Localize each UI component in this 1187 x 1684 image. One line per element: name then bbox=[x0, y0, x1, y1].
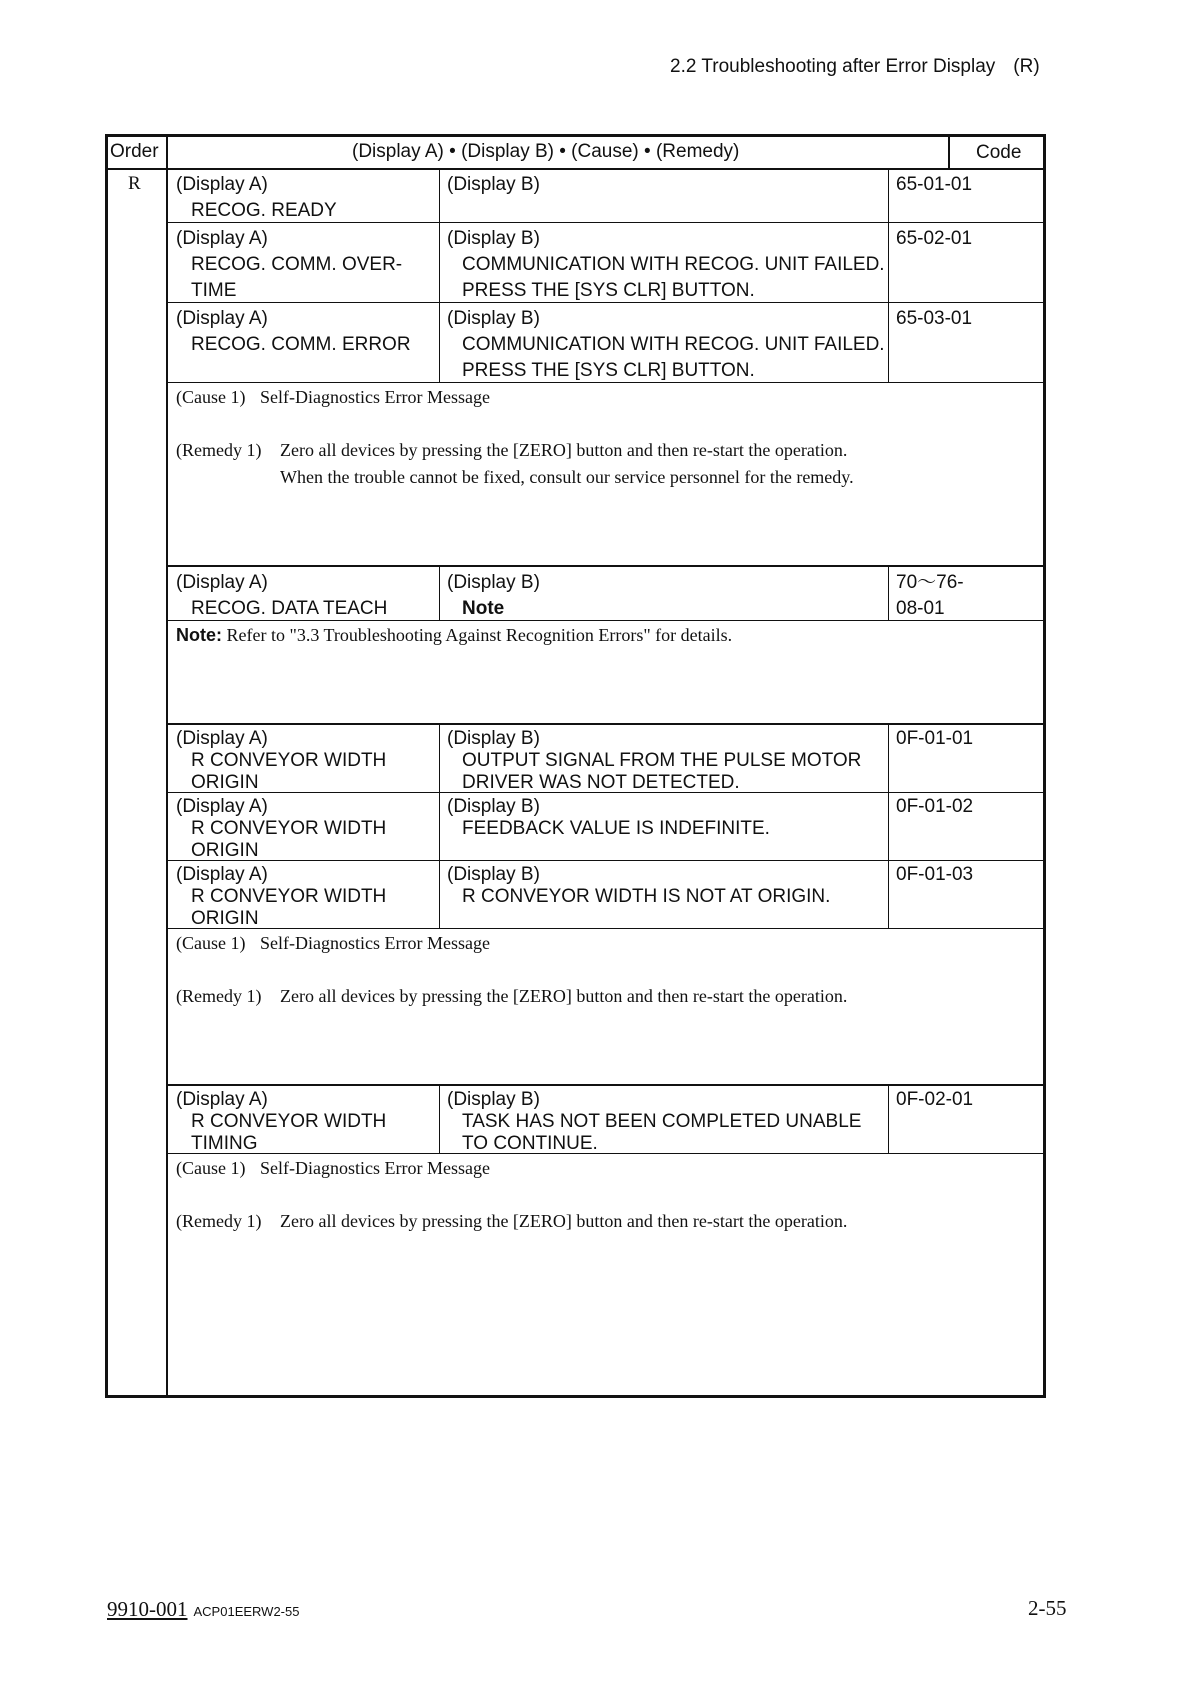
doc-number: 9910-001 bbox=[107, 1597, 188, 1621]
display-b-cell bbox=[447, 796, 770, 840]
error-code: 65-02-01 bbox=[896, 228, 973, 249]
remedy-line bbox=[176, 440, 847, 461]
code-divider bbox=[888, 724, 889, 792]
display-a-text: R CONVEYOR WIDTH bbox=[191, 1111, 387, 1132]
display-a-text: R CONVEYOR WIDTH bbox=[191, 750, 387, 771]
cause-remedy-block bbox=[168, 382, 1043, 566]
remedy-text: Zero all devices by pressing the [ZERO] button and then re-start the operation. bbox=[280, 1211, 848, 1231]
display-b-text: TO CONTINUE. bbox=[462, 1133, 598, 1154]
display-b-cell bbox=[447, 226, 885, 304]
display-a-text: ORIGIN bbox=[191, 840, 259, 861]
display-b-divider bbox=[439, 724, 440, 792]
display-a-text: RECOG. COMM. ERROR bbox=[191, 334, 411, 355]
display-a-label: (Display A) bbox=[176, 728, 268, 749]
display-b-text: FEEDBACK VALUE IS INDEFINITE. bbox=[462, 818, 770, 839]
cause-line bbox=[176, 933, 490, 954]
header-code: Code bbox=[976, 142, 1022, 163]
code-divider bbox=[888, 168, 889, 222]
remedy-text: Zero all devices by pressing the [ZERO] button and then re-start the operation. bbox=[280, 986, 848, 1006]
display-a-cell bbox=[176, 1089, 386, 1155]
page-header bbox=[670, 56, 1040, 78]
display-a-cell bbox=[176, 172, 337, 224]
remedy-text: Zero all devices by pressing the [ZERO] button and then re-start the operation. bbox=[280, 440, 848, 460]
cause-text: Self-Diagnostics Error Message bbox=[260, 933, 490, 953]
table-header-row bbox=[108, 137, 1043, 170]
display-b-label: (Display B) bbox=[447, 1089, 540, 1110]
display-a-cell bbox=[176, 226, 402, 304]
error-code: 0F-01-01 bbox=[896, 728, 974, 749]
display-b-cell bbox=[447, 172, 540, 198]
display-a-text: RECOG. DATA TEACH bbox=[191, 598, 388, 619]
display-b-divider bbox=[439, 792, 440, 860]
note-label: Note: bbox=[176, 625, 222, 645]
cause-text: Self-Diagnostics Error Message bbox=[260, 387, 490, 407]
display-b-text: DRIVER WAS NOT DETECTED. bbox=[462, 772, 740, 793]
error-code: 70〜76- bbox=[896, 572, 964, 593]
table-row bbox=[168, 1085, 1043, 1153]
display-a-text: RECOG. READY bbox=[191, 200, 337, 221]
display-b-cell bbox=[447, 570, 540, 622]
display-b-text: PRESS THE [SYS CLR] BUTTON. bbox=[462, 280, 755, 301]
code-divider bbox=[888, 302, 889, 382]
display-a-text: ORIGIN bbox=[191, 772, 259, 793]
code-cell bbox=[896, 226, 972, 252]
remedy-line bbox=[176, 1211, 847, 1232]
display-b-divider bbox=[439, 168, 440, 222]
display-b-cell bbox=[447, 306, 885, 384]
doc-code: ACP01EERW2-55 bbox=[193, 1604, 300, 1619]
table-row bbox=[168, 724, 1043, 792]
table-row bbox=[168, 168, 1043, 222]
error-code: 08-01 bbox=[896, 598, 945, 619]
display-b-divider bbox=[439, 302, 440, 382]
display-b-label: (Display B) bbox=[447, 864, 540, 885]
remedy-line bbox=[176, 986, 847, 1007]
code-cell bbox=[896, 306, 972, 332]
remedy-label: (Remedy 1) bbox=[176, 986, 262, 1006]
code-cell bbox=[896, 570, 964, 622]
table-row bbox=[168, 860, 1043, 928]
table-row bbox=[168, 566, 1043, 620]
remedy-line bbox=[176, 467, 854, 488]
troubleshooting-table bbox=[105, 134, 1046, 1398]
display-a-label: (Display A) bbox=[176, 572, 268, 593]
display-a-text: R CONVEYOR WIDTH bbox=[191, 886, 387, 907]
code-cell bbox=[896, 1089, 973, 1111]
code-cell bbox=[896, 728, 973, 750]
remedy-label: (Remedy 1) bbox=[176, 440, 262, 460]
display-a-label: (Display A) bbox=[176, 796, 268, 817]
display-b-cell bbox=[447, 728, 861, 794]
display-a-label: (Display A) bbox=[176, 308, 268, 329]
display-a-text: ORIGIN bbox=[191, 908, 259, 929]
cause-label: (Cause 1) bbox=[176, 387, 246, 407]
display-b-text: TASK HAS NOT BEEN COMPLETED UNABLE bbox=[462, 1111, 862, 1132]
display-a-cell bbox=[176, 570, 387, 622]
order-tag: (R) bbox=[1013, 56, 1040, 77]
cause-line bbox=[176, 387, 490, 408]
remedy-label: (Remedy 1) bbox=[176, 1211, 262, 1231]
code-cell bbox=[896, 864, 973, 886]
error-code: 0F-01-02 bbox=[896, 796, 974, 817]
error-code: 65-01-01 bbox=[896, 174, 973, 195]
cause-text: Self-Diagnostics Error Message bbox=[260, 1158, 490, 1178]
display-b-cell bbox=[447, 1089, 861, 1155]
cause-label: (Cause 1) bbox=[176, 1158, 246, 1178]
display-a-label: (Display A) bbox=[176, 1089, 268, 1110]
error-code: 0F-01-03 bbox=[896, 864, 974, 885]
code-divider bbox=[888, 222, 889, 302]
display-b-label: (Display B) bbox=[447, 796, 540, 817]
display-a-text: TIMING bbox=[191, 1133, 258, 1154]
display-b-label: (Display B) bbox=[447, 308, 540, 329]
cause-line bbox=[176, 1158, 490, 1179]
display-b-divider bbox=[439, 860, 440, 928]
error-code: 65-03-01 bbox=[896, 308, 973, 329]
display-a-text: TIME bbox=[191, 280, 237, 301]
display-b-divider bbox=[439, 1085, 440, 1153]
note-text: Refer to "3.3 Troubleshooting Against Recognition Errors" for details. bbox=[222, 625, 733, 645]
display-b-label: (Display B) bbox=[447, 728, 540, 749]
footer-doc-id bbox=[107, 1597, 299, 1622]
header-order: Order bbox=[110, 141, 159, 162]
note-line bbox=[176, 625, 732, 646]
code-cell bbox=[896, 172, 972, 198]
display-a-cell bbox=[176, 796, 386, 862]
display-a-cell bbox=[176, 306, 411, 358]
remedy-text: When the trouble cannot be fixed, consult our service personnel for the remedy. bbox=[280, 467, 854, 487]
display-b-cell bbox=[447, 864, 830, 908]
order-value: R bbox=[128, 173, 141, 194]
page-number: 2-55 bbox=[1028, 1596, 1067, 1620]
display-b-text: OUTPUT SIGNAL FROM THE PULSE MOTOR bbox=[462, 750, 862, 771]
table-row bbox=[168, 792, 1043, 860]
display-b-divider bbox=[439, 222, 440, 302]
display-b-divider bbox=[439, 566, 440, 620]
display-b-label: (Display B) bbox=[447, 174, 540, 195]
display-b-text: COMMUNICATION WITH RECOG. UNIT FAILED. bbox=[462, 254, 885, 275]
display-b-label: (Display B) bbox=[447, 572, 540, 593]
display-a-cell bbox=[176, 864, 386, 930]
display-a-label: (Display A) bbox=[176, 864, 268, 885]
cause-remedy-block bbox=[168, 1153, 1043, 1295]
display-b-label: (Display B) bbox=[447, 228, 540, 249]
display-a-text: RECOG. COMM. OVER- bbox=[191, 254, 403, 275]
code-column-divider-header bbox=[948, 137, 950, 168]
display-a-text: R CONVEYOR WIDTH bbox=[191, 818, 387, 839]
table-row bbox=[168, 222, 1043, 302]
header-content: (Display A) • (Display B) • (Cause) • (Remedy) bbox=[352, 141, 740, 162]
display-b-text: Note bbox=[462, 598, 505, 619]
code-divider bbox=[888, 566, 889, 620]
display-b-text: PRESS THE [SYS CLR] BUTTON. bbox=[462, 360, 755, 381]
display-a-label: (Display A) bbox=[176, 228, 268, 249]
cause-label: (Cause 1) bbox=[176, 933, 246, 953]
display-a-cell bbox=[176, 728, 386, 794]
code-divider bbox=[888, 792, 889, 860]
display-a-label: (Display A) bbox=[176, 174, 268, 195]
cause-remedy-block bbox=[168, 620, 1043, 724]
code-divider bbox=[888, 1085, 889, 1153]
section-title: 2.2 Troubleshooting after Error Display bbox=[670, 56, 996, 77]
cause-remedy-block bbox=[168, 928, 1043, 1085]
error-code: 0F-02-01 bbox=[896, 1089, 974, 1110]
code-cell bbox=[896, 796, 973, 818]
code-divider bbox=[888, 860, 889, 928]
table-row bbox=[168, 302, 1043, 382]
display-b-text: COMMUNICATION WITH RECOG. UNIT FAILED. bbox=[462, 334, 885, 355]
display-b-text: R CONVEYOR WIDTH IS NOT AT ORIGIN. bbox=[462, 886, 831, 907]
